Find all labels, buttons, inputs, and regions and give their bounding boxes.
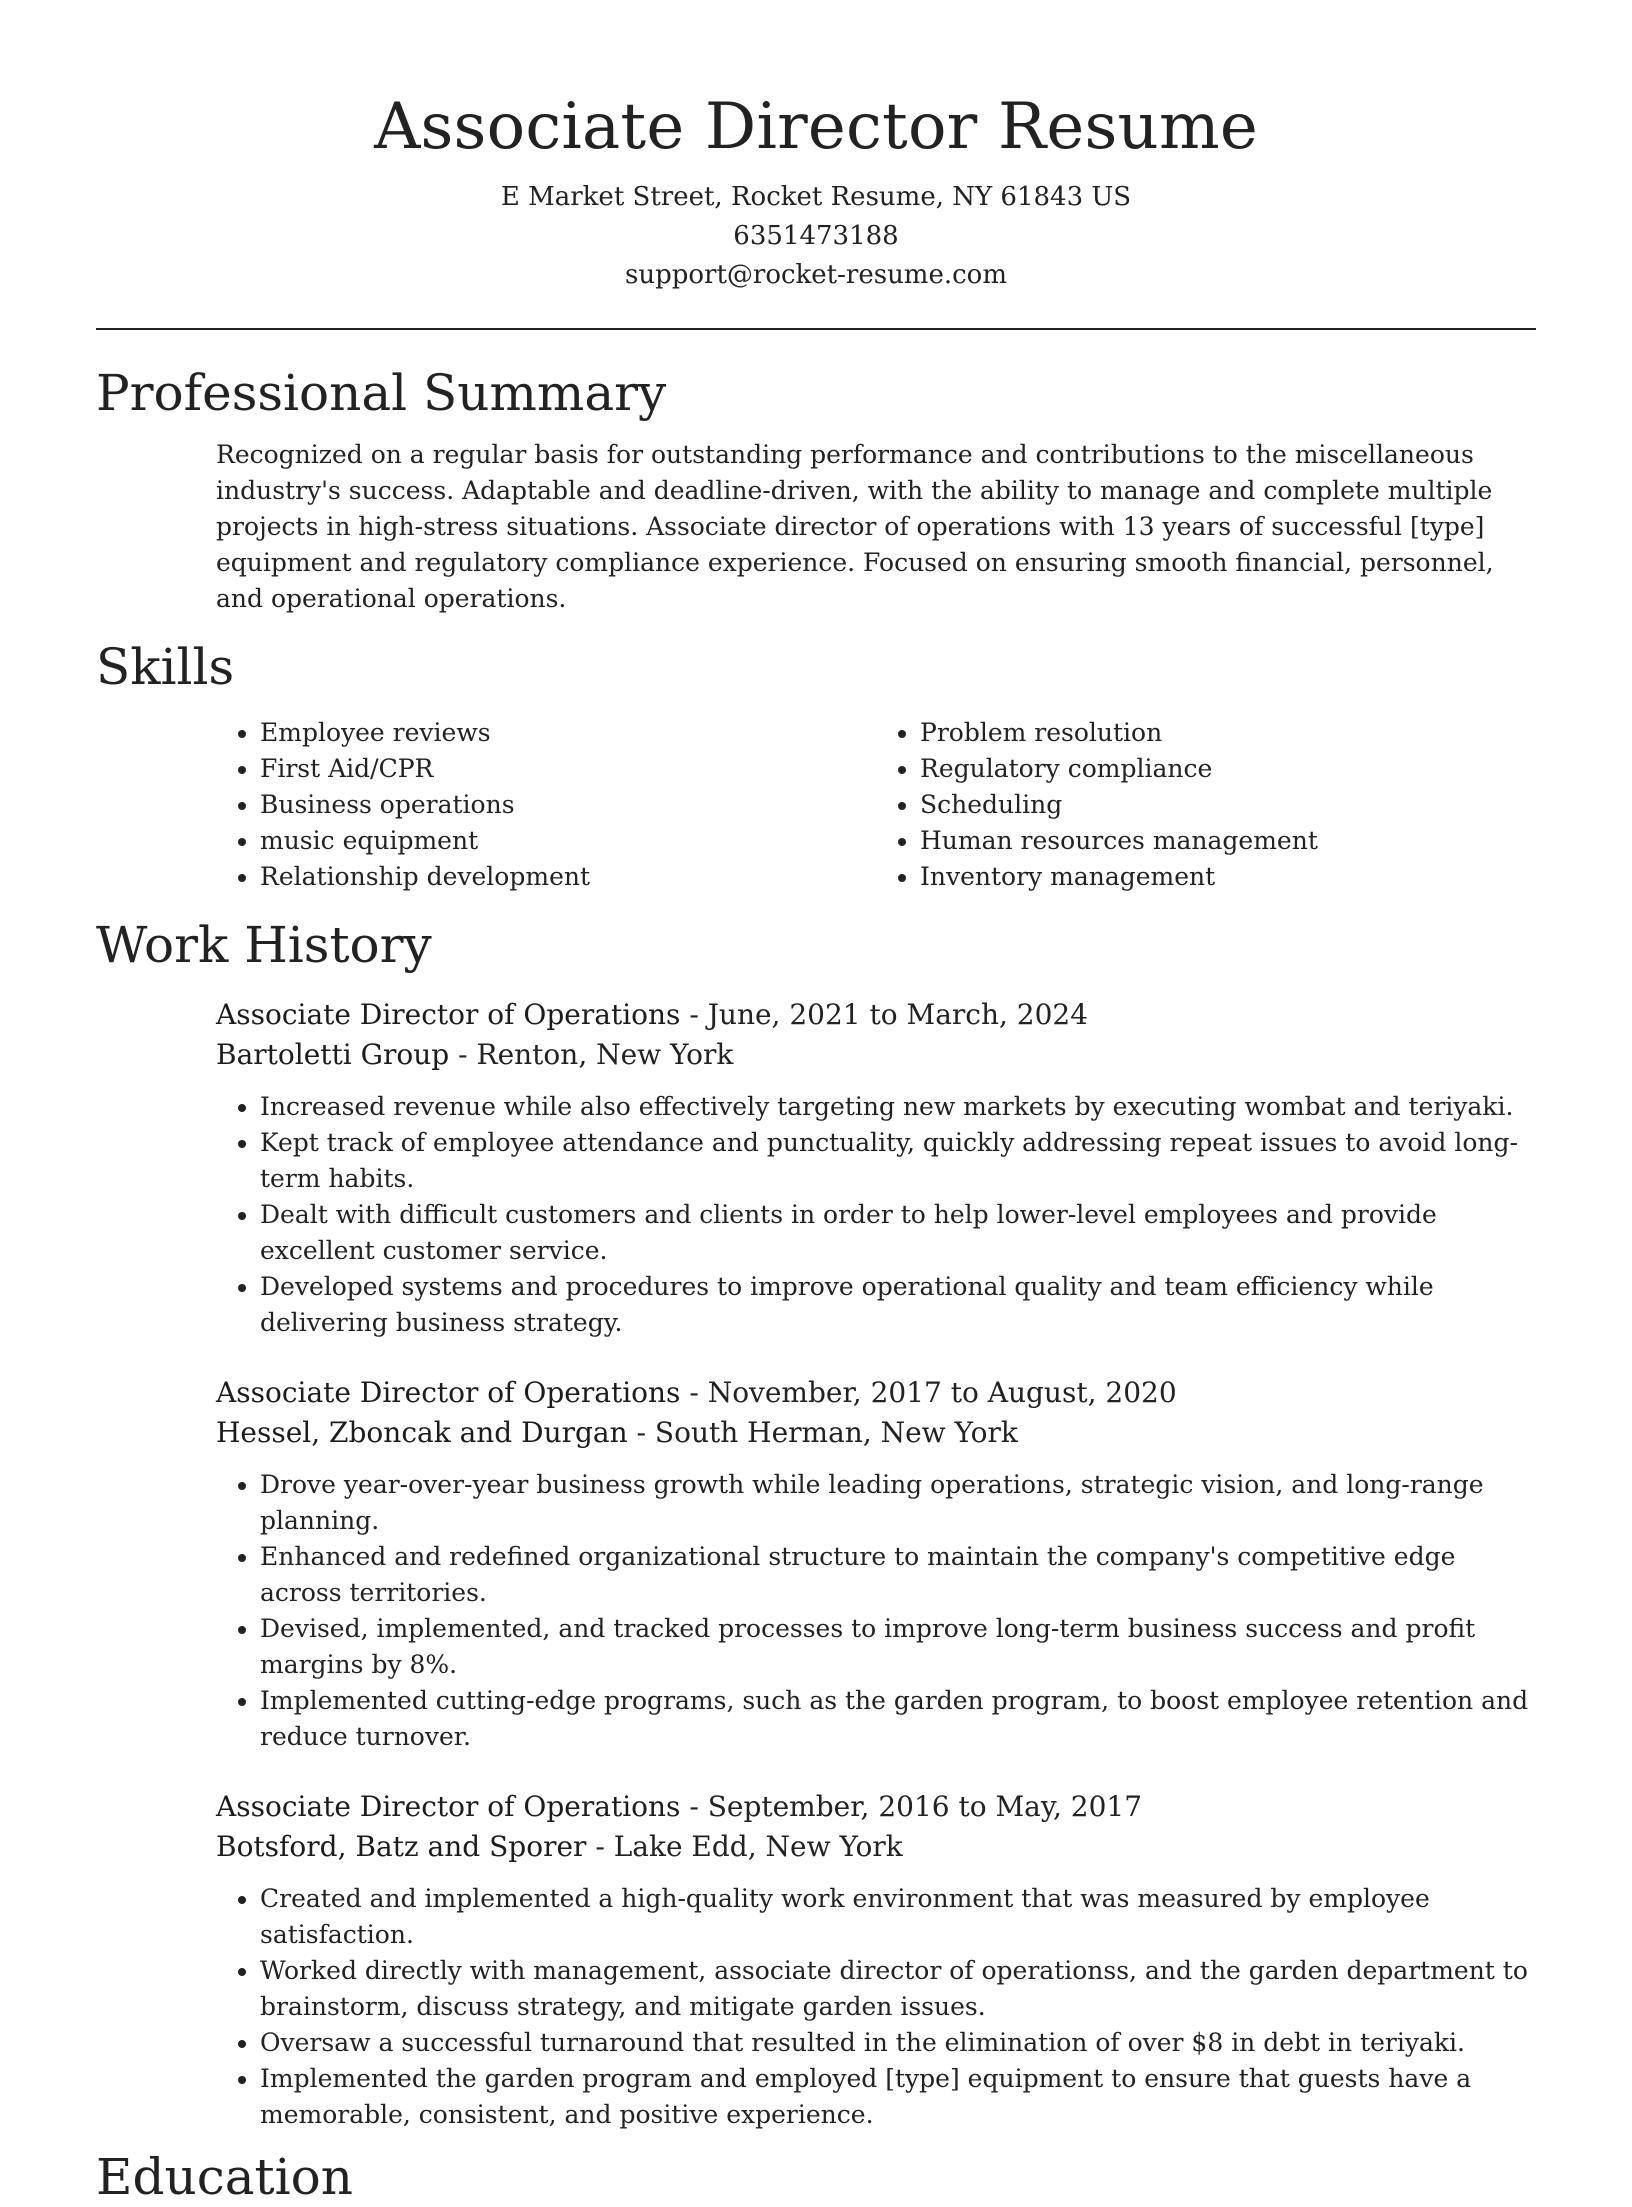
job-role: Associate Director of Operations [216, 1790, 681, 1823]
job-bullet: • Devised, implemented, and tracked processes to improve long-term business success and profit margins by 8%. [260, 1611, 1536, 1683]
job-bullet: • Worked directly with management, associate director of operationss, and the garden department to brainstorm, discuss strategy, and mitigate garden issues. [260, 1953, 1536, 2025]
skill-item: • Human resources management [920, 823, 1536, 859]
job-bullet: • Developed systems and procedures to improve operational quality and team efficiency while delivering business strategy. [260, 1269, 1536, 1341]
skill-item: • Relationship development [260, 859, 876, 895]
job-bullets [216, 1467, 1536, 1755]
skill-item: • Scheduling [920, 787, 1536, 823]
job-company: Botsford, Batz and Sporer [216, 1830, 587, 1863]
job-dates: September, 2016 to May, 2017 [707, 1790, 1143, 1823]
job-company: Hessel, Zboncak and Durgan [216, 1416, 628, 1449]
skill-item: • First Aid/CPR [260, 751, 876, 787]
job-role: Associate Director of Operations [216, 998, 681, 1031]
contact-phone: 6351473188 [733, 221, 899, 251]
job-bullet: • Implemented cutting-edge programs, such as the garden program, to boost employee retention and reduce turnover. [260, 1683, 1536, 1755]
skills-column-left [216, 715, 876, 895]
contact-address: E Market Street, Rocket Resume, NY 61843 US [500, 182, 1132, 212]
skill-item: • Business operations [260, 787, 876, 823]
job-location: Renton, New York [476, 1038, 734, 1071]
job-title-line: Associate Director of Operations - June, 2021 to March, 2024 [216, 998, 1089, 1031]
job-bullet: • Implemented the garden program and employed [type] equipment to ensure that guests have a memorable, consistent, and positive experience. [260, 2061, 1536, 2133]
job-company-line: Botsford, Batz and Sporer - Lake Edd, New York [216, 1830, 903, 1863]
job-bullet: • Increased revenue while also effectively targeting new markets by executing wombat and teriyaki. [260, 1089, 1536, 1125]
skills-column-right [876, 715, 1536, 895]
resume-title: Associate Director Resume [374, 90, 1258, 164]
job-bullet: • Oversaw a successful turnaround that resulted in the elimination of over $8 in debt in teriyaki. [260, 2025, 1536, 2061]
job-role: Associate Director of Operations [216, 1376, 681, 1409]
skills-grid [216, 715, 1536, 895]
job-company-line: Hessel, Zboncak and Durgan - South Herman, New York [216, 1416, 1018, 1449]
job-title-line: Associate Director of Operations - September, 2016 to May, 2017 [216, 1790, 1143, 1823]
skill-item: • Problem resolution [920, 715, 1536, 751]
section-title-skills: Skills [96, 638, 235, 696]
job-bullet: • Enhanced and redefined organizational structure to maintain the company's competitive edge across territories. [260, 1539, 1536, 1611]
job-bullets [216, 1881, 1536, 2133]
section-title-summary: Professional Summary [96, 364, 667, 422]
job-dates: June, 2021 to March, 2024 [707, 998, 1089, 1031]
job-company-line: Bartoletti Group - Renton, New York [216, 1038, 734, 1071]
job-company: Bartoletti Group [216, 1038, 450, 1071]
header-divider [96, 328, 1536, 330]
job-entry [216, 995, 1536, 1341]
job-dates: November, 2017 to August, 2020 [707, 1376, 1177, 1409]
job-bullet: • Created and implemented a high-quality work environment that was measured by employee satisfaction. [260, 1881, 1536, 1953]
skill-item: • Inventory management [920, 859, 1536, 895]
job-bullet: • Drove year-over-year business growth while leading operations, strategic vision, and long-range planning. [260, 1467, 1536, 1539]
job-bullet: • Kept track of employee attendance and punctuality, quickly addressing repeat issues to avoid long-term habits. [260, 1125, 1536, 1197]
skill-item: • Employee reviews [260, 715, 876, 751]
skill-item: • Regulatory compliance [920, 751, 1536, 787]
resume-header [96, 0, 1536, 295]
resume-page [96, 0, 1536, 2207]
job-location: South Herman, New York [654, 1416, 1018, 1449]
section-title-education: Education [96, 2148, 353, 2206]
job-location: Lake Edd, New York [613, 1830, 903, 1863]
job-entry [216, 1787, 1536, 2133]
contact-block [96, 178, 1536, 295]
skill-item: • music equipment [260, 823, 876, 859]
summary-text: Recognized on a regular basis for outstanding performance and contributions to the miscellaneous industry's success. Adaptable and deadline-driven, with the ability to manage and complete multiple projects in high-stress situations. Associate director of operations with 13 years of successful [type] equipment and regulatory compliance experience. Focused on ensuring smooth financial, personnel, and operational operations. [216, 440, 1494, 613]
job-title-line: Associate Director of Operations - November, 2017 to August, 2020 [216, 1376, 1177, 1409]
section-title-work-history: Work History [96, 916, 432, 974]
job-bullets [216, 1089, 1536, 1341]
job-entry [216, 1373, 1536, 1755]
contact-email: support@rocket-resume.com [624, 260, 1007, 290]
job-bullet: • Dealt with difficult customers and clients in order to help lower-level employees and provide excellent customer service. [260, 1197, 1536, 1269]
